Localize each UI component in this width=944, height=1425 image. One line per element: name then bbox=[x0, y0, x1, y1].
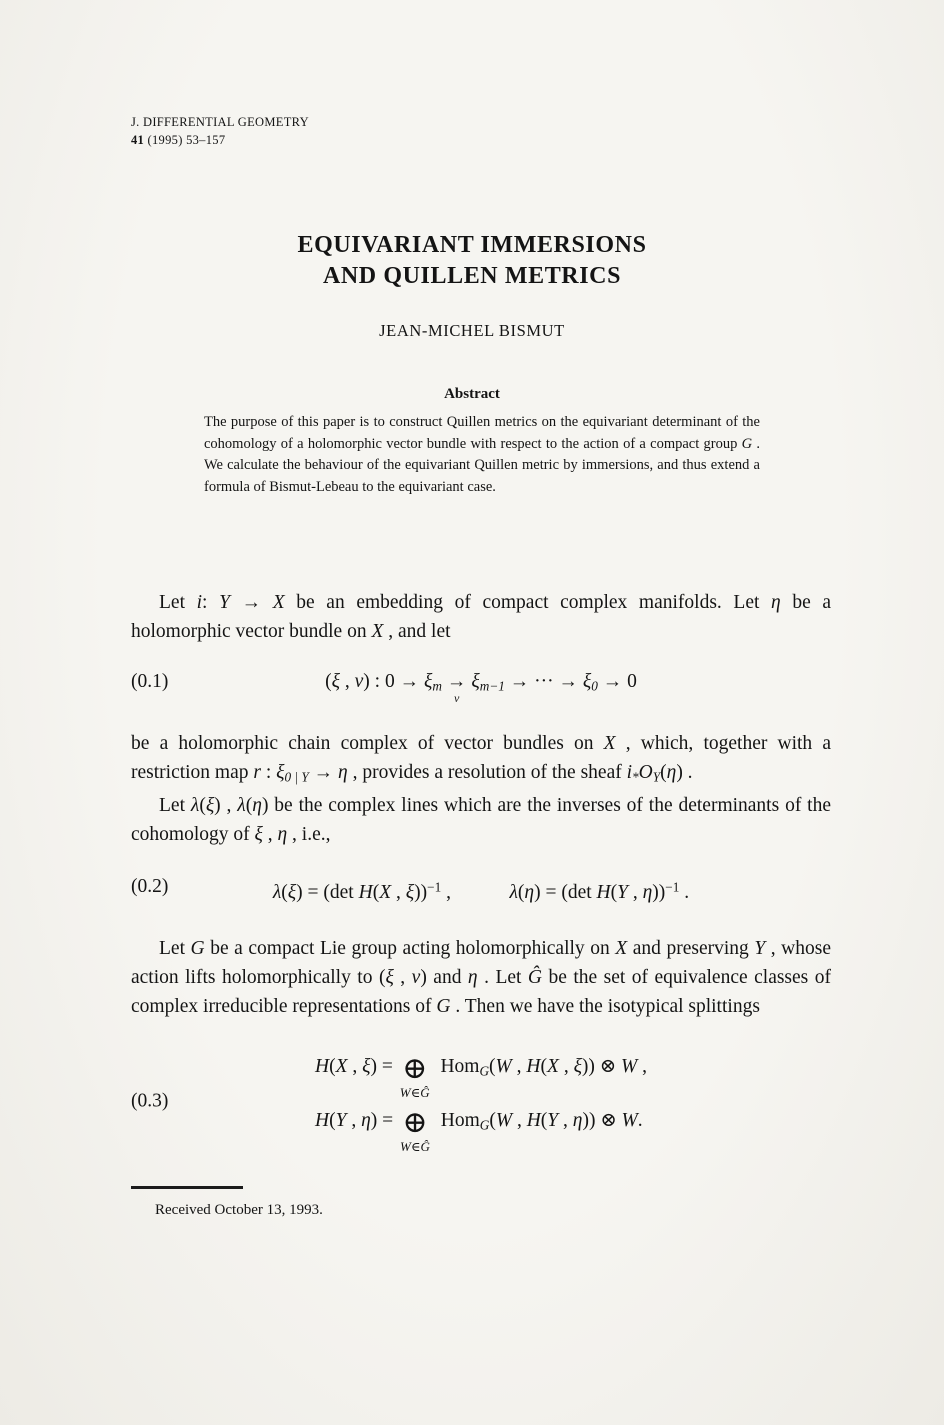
text-run: H bbox=[596, 881, 611, 903]
text-run: ( bbox=[325, 671, 332, 692]
text-run: Y bbox=[219, 592, 230, 613]
text-run: ξ bbox=[471, 671, 480, 692]
equation-left-part bbox=[325, 671, 442, 692]
text-run: G bbox=[741, 435, 753, 452]
text-run: −1 bbox=[665, 879, 680, 895]
equation-lhs bbox=[315, 1110, 398, 1131]
text-run: ( bbox=[329, 1109, 336, 1131]
text-run: be an embedding of compact complex manifolds. Let bbox=[284, 592, 772, 613]
text-run: Let bbox=[159, 592, 197, 613]
text-run: r bbox=[253, 761, 261, 783]
received-date: Received October 13, 1993. bbox=[155, 1202, 323, 1218]
journal-citation bbox=[131, 131, 309, 149]
equation-line-2 bbox=[314, 1103, 647, 1154]
journal-header bbox=[131, 113, 309, 149]
equation-line-1 bbox=[314, 1049, 647, 1100]
text-run bbox=[451, 882, 510, 903]
text-run: , provides a resolution of the sheaf bbox=[347, 761, 627, 783]
text-run: H bbox=[314, 1109, 330, 1131]
text-run: −1 bbox=[427, 879, 442, 895]
abstract-text bbox=[204, 412, 760, 498]
text-run: ) : 0 → bbox=[363, 671, 424, 692]
text-run: ξ bbox=[276, 761, 285, 783]
text-run: η bbox=[338, 761, 348, 783]
text-run: λ bbox=[237, 795, 246, 817]
text-run: O bbox=[638, 761, 653, 783]
text-run: v bbox=[411, 966, 421, 988]
title-line1: EQUIVARIANT IMMERSIONS bbox=[297, 232, 647, 258]
text-run: H bbox=[526, 1055, 541, 1077]
paragraph-resolution bbox=[131, 729, 831, 792]
equation-0-1 bbox=[131, 667, 831, 704]
author-name: JEAN-MICHEL BISMUT bbox=[379, 321, 565, 340]
text-run: λ bbox=[190, 795, 200, 817]
text-run: η bbox=[277, 824, 288, 846]
text-run: )) ⊗ bbox=[581, 1055, 621, 1077]
text-run: Y bbox=[617, 881, 628, 903]
journal-name: J. DIFFERENTIAL GEOMETRY bbox=[131, 115, 309, 129]
text-run: ( bbox=[489, 1055, 496, 1077]
text-run: ( bbox=[329, 1055, 336, 1077]
footnote bbox=[131, 1186, 831, 1219]
equation-number: (0.2) bbox=[131, 876, 169, 898]
text-run: , bbox=[347, 1055, 363, 1077]
text-run: ) be the complex lines which are the inverses of the determinants of the cohomology of bbox=[131, 795, 832, 846]
text-run: η bbox=[642, 881, 653, 903]
text-run: η bbox=[467, 966, 478, 988]
text-run: i bbox=[196, 592, 203, 613]
text-run: ) and bbox=[420, 966, 468, 988]
text-run: , bbox=[558, 1055, 574, 1077]
text-run: , bbox=[262, 824, 278, 846]
oplus-icon: ⊕ bbox=[402, 1105, 428, 1139]
text-run: i bbox=[626, 761, 633, 783]
text-run: ( bbox=[372, 881, 380, 903]
text-run: Hom bbox=[435, 1055, 480, 1077]
text-run: ( bbox=[610, 881, 618, 903]
text-run: be a holomorphic vector bundle on bbox=[131, 592, 832, 642]
direct-sum-operator bbox=[400, 1105, 430, 1154]
text-run: Ĝ bbox=[527, 966, 542, 988]
text-run: H bbox=[358, 881, 373, 903]
text-run: . bbox=[637, 1109, 643, 1131]
text-run: , bbox=[512, 1109, 527, 1131]
equation-number: (0.1) bbox=[131, 671, 169, 692]
text-run: )) ⊗ bbox=[582, 1109, 622, 1131]
text-run: ( bbox=[199, 795, 206, 817]
equation-0-3 bbox=[131, 1045, 831, 1157]
text-run: ξ bbox=[582, 671, 592, 692]
text-run: X bbox=[272, 592, 285, 613]
text-run: η bbox=[252, 795, 262, 817]
text-run: . Let bbox=[477, 966, 528, 988]
equation-right-part bbox=[471, 671, 636, 692]
text-run: Ĝ bbox=[420, 1084, 430, 1100]
equation-rhs bbox=[436, 1110, 643, 1131]
text-run: , bbox=[511, 1055, 527, 1077]
equation-lhs bbox=[315, 1056, 398, 1077]
equation-lines bbox=[315, 1045, 647, 1157]
text-run: , and let bbox=[383, 621, 451, 642]
text-run: W bbox=[621, 1055, 638, 1077]
arrow-under-label: v bbox=[453, 690, 460, 705]
text-run: and preserving bbox=[627, 937, 755, 959]
text-run: Let bbox=[159, 795, 191, 817]
abstract-heading: Abstract bbox=[444, 386, 500, 402]
text-run: Y bbox=[652, 769, 661, 785]
text-run: . bbox=[679, 881, 690, 903]
text-run: H bbox=[526, 1109, 541, 1131]
text-run: → ··· → bbox=[504, 671, 583, 692]
oplus-icon: ⊕ bbox=[402, 1051, 428, 1085]
text-run: η bbox=[361, 1109, 371, 1131]
text-run: ξ bbox=[205, 795, 215, 817]
text-run: W bbox=[399, 1084, 411, 1100]
text-run: X bbox=[335, 1055, 348, 1077]
text-run: → bbox=[229, 592, 273, 613]
text-run: λ bbox=[272, 881, 282, 903]
text-run: 0 | Y bbox=[284, 769, 309, 785]
direct-sum-operator bbox=[399, 1051, 430, 1100]
text-run: be a holomorphic chain complex of vector bundles on bbox=[131, 732, 604, 754]
text-run: 0 bbox=[591, 678, 598, 694]
text-run: ( bbox=[489, 1109, 496, 1131]
text-run: , bbox=[637, 1055, 647, 1077]
text-run: Let bbox=[159, 937, 191, 959]
text-run: Hom bbox=[435, 1109, 480, 1131]
text-run: λ bbox=[509, 881, 518, 903]
text-run: → 0 bbox=[597, 671, 637, 692]
equation-number: (0.3) bbox=[131, 1090, 169, 1112]
equation-rhs bbox=[436, 1056, 647, 1077]
text-run: , i.e., bbox=[287, 824, 331, 846]
text-run: v bbox=[354, 671, 364, 692]
text-run: G bbox=[479, 1063, 490, 1079]
text-run: , bbox=[340, 671, 355, 692]
text-run: W bbox=[495, 1109, 513, 1131]
paragraph-group-action bbox=[131, 934, 831, 1021]
footnote-rule bbox=[131, 1186, 243, 1189]
text-run: η bbox=[572, 1109, 583, 1131]
text-run: ( bbox=[281, 881, 288, 903]
text-run: , which, together with a restriction map bbox=[131, 732, 831, 783]
text-run: ) = bbox=[370, 1055, 398, 1077]
right-arrow-icon: → bbox=[446, 671, 467, 692]
text-run: , bbox=[346, 1109, 362, 1131]
text-run: G bbox=[479, 1117, 490, 1133]
equation-content bbox=[325, 671, 637, 705]
text-run: η bbox=[524, 881, 535, 903]
text-run: , bbox=[391, 881, 406, 903]
text-run: H bbox=[314, 1055, 330, 1077]
text-run: ( bbox=[540, 1055, 548, 1077]
text-run: Y bbox=[754, 937, 766, 959]
text-run: W bbox=[400, 1138, 411, 1154]
text-run: X bbox=[379, 881, 392, 903]
text-run: ξ bbox=[254, 824, 263, 846]
text-run: η bbox=[771, 592, 781, 613]
text-run: ) = bbox=[370, 1109, 398, 1131]
article-body bbox=[131, 588, 831, 1157]
sum-index-label bbox=[400, 1140, 430, 1153]
text-run: ) = (det bbox=[534, 881, 597, 903]
text-run: G bbox=[190, 937, 205, 959]
text-run: ) , bbox=[214, 795, 238, 817]
text-run: W bbox=[621, 1109, 638, 1131]
paper-title bbox=[0, 230, 944, 292]
text-run: ξ bbox=[423, 671, 433, 692]
text-run: ξ bbox=[405, 881, 415, 903]
text-run: : bbox=[260, 761, 277, 783]
text-run: X bbox=[547, 1055, 559, 1077]
text-run: (1995) 53–157 bbox=[144, 133, 226, 148]
text-run: ( bbox=[517, 881, 525, 903]
sum-index-label bbox=[400, 1086, 430, 1099]
text-run: 41 bbox=[131, 133, 145, 148]
text-run: ( bbox=[660, 761, 667, 783]
text-run: , bbox=[441, 881, 451, 903]
text-run: be a compact Lie group acting holomorphically on bbox=[204, 937, 616, 959]
text-run: ξ bbox=[287, 881, 297, 903]
text-run: m−1 bbox=[479, 678, 505, 694]
text-run: )) bbox=[414, 881, 428, 903]
title-line2: AND QUILLEN METRICS bbox=[322, 263, 622, 289]
equation-0-2 bbox=[131, 872, 831, 907]
text-run: Ĝ bbox=[420, 1138, 430, 1154]
text-run: ξ bbox=[331, 671, 340, 692]
text-run: ξ bbox=[362, 1055, 371, 1077]
text-run: , bbox=[627, 881, 643, 903]
text-run: be the set of equivalence classes of complex irreducible representations of bbox=[131, 966, 831, 1017]
text-run: . Then we have the isotypical splittings bbox=[450, 995, 760, 1017]
text-run: * bbox=[632, 769, 639, 785]
text-run: ( bbox=[540, 1109, 548, 1131]
text-run: G bbox=[436, 995, 451, 1017]
text-run: . We calculate the behaviour of the equivariant Quillen metric by immersions, and thus extend a formula of Bismut-Lebeau to the equivariant case. bbox=[204, 435, 761, 495]
text-run: m bbox=[432, 678, 442, 694]
text-run: The purpose of this paper is to construct Quillen metrics on the equivariant determinant of the cohomology of a holomorphic vector bundle with respect to the action of a compact group bbox=[204, 414, 760, 452]
text-run: ξ bbox=[385, 966, 394, 988]
text-run: ∈ bbox=[410, 1084, 421, 1100]
text-run: ∈ bbox=[410, 1138, 421, 1154]
paragraph-intro bbox=[131, 588, 831, 646]
paragraph-lines bbox=[131, 791, 831, 849]
text-run: ) = (det bbox=[296, 881, 359, 903]
text-run: → bbox=[308, 761, 339, 783]
text-run: , bbox=[393, 966, 412, 988]
text-run: X bbox=[371, 621, 384, 642]
text-run: X bbox=[615, 937, 628, 959]
text-run: X bbox=[603, 732, 616, 754]
text-run: )) bbox=[652, 881, 666, 903]
text-run: ξ bbox=[573, 1055, 582, 1077]
arrow-with-label bbox=[447, 672, 467, 704]
text-run: : bbox=[202, 592, 220, 613]
text-run: ( bbox=[245, 795, 253, 817]
text-run: Y bbox=[547, 1109, 559, 1131]
text-run: ) . bbox=[676, 761, 693, 783]
text-run: Y bbox=[335, 1109, 347, 1131]
text-run: , bbox=[558, 1109, 573, 1131]
text-run: W bbox=[495, 1055, 512, 1077]
text-run: η bbox=[666, 761, 677, 783]
text-run: , whose action lifts holomorphically to ( bbox=[131, 937, 831, 988]
equation-content bbox=[272, 879, 690, 903]
